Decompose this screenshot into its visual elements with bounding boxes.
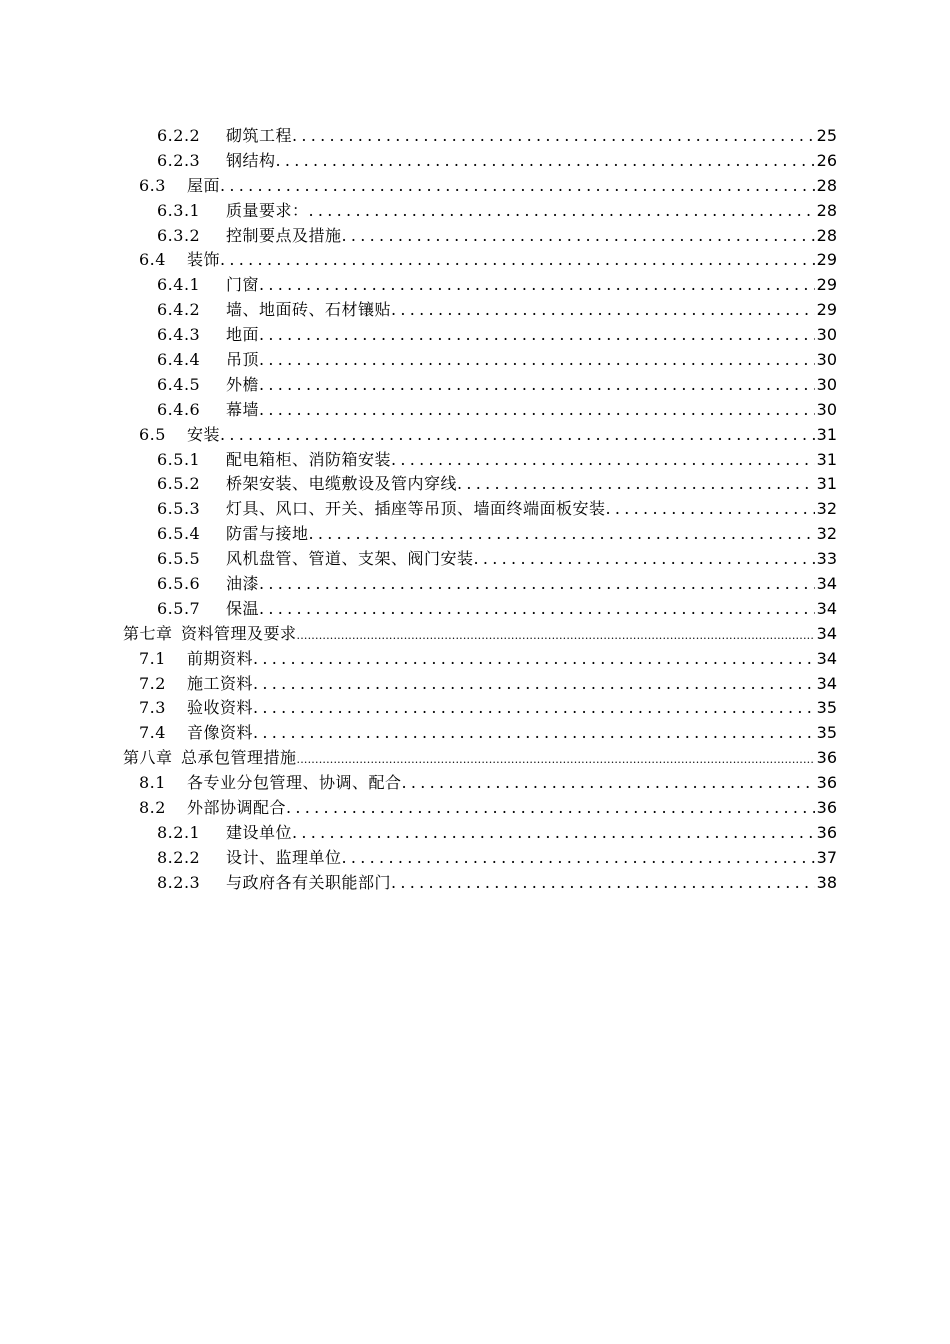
toc-entry[interactable] (157, 323, 837, 348)
toc-page-number: 31 (816, 449, 837, 469)
toc-page-number: 34 (816, 598, 837, 618)
dot-leader (259, 572, 815, 597)
toc-number: 6.5.4 (157, 524, 201, 544)
toc-title: 灯具、风口、开关、插座等吊顶、墙面终端面板安装 (226, 499, 606, 519)
toc-page-number: 34 (816, 648, 837, 668)
toc-title: 油漆 (226, 574, 260, 594)
toc-row (0, 472, 950, 497)
toc-entry[interactable] (139, 672, 837, 697)
toc-number: 6.3 (139, 175, 166, 195)
dot-leader (292, 821, 815, 846)
toc-number: 6.3.2 (157, 225, 201, 245)
dot-leader (342, 846, 815, 871)
toc-page-number: 28 (816, 175, 837, 195)
toc-entry[interactable] (139, 647, 837, 672)
toc-title: 音像资料 (187, 723, 254, 743)
toc-entry[interactable] (157, 149, 837, 174)
toc-entry[interactable] (139, 174, 837, 199)
toc-title: 建设单位 (226, 822, 293, 842)
toc-row (0, 124, 950, 149)
toc-entry[interactable] (157, 199, 837, 224)
toc-row (0, 398, 950, 423)
dot-leader (259, 323, 815, 348)
toc-entry[interactable] (157, 472, 837, 497)
toc-entry[interactable] (157, 871, 837, 896)
dot-leader (253, 647, 815, 672)
toc-number: 8.1 (139, 773, 166, 793)
toc-row (0, 522, 950, 547)
dot-leader (259, 398, 815, 423)
toc-row (0, 348, 950, 373)
toc-page-number: 36 (816, 748, 837, 768)
dot-leader (253, 721, 815, 746)
toc-entry[interactable] (123, 746, 837, 773)
toc-title: 保温 (226, 598, 260, 618)
toc-entry[interactable] (157, 821, 837, 846)
toc-title: 总承包管理措施 (181, 748, 297, 768)
toc-row (0, 199, 950, 224)
toc-number: 8.2.3 (157, 872, 201, 892)
toc-row (0, 423, 950, 448)
toc-page-number: 36 (816, 798, 837, 818)
toc-title: 砌筑工程 (226, 126, 293, 145)
toc-title: 施工资料 (187, 673, 254, 693)
toc-entry[interactable] (157, 348, 837, 373)
toc-number: 6.2.2 (157, 126, 201, 145)
toc-number: 6.4 (139, 250, 166, 270)
dot-leader (391, 448, 815, 473)
toc-title: 前期资料 (187, 648, 254, 668)
dot-leader (391, 298, 815, 323)
dot-leader (276, 149, 815, 174)
toc-entry[interactable] (139, 796, 837, 821)
toc-row (0, 149, 950, 174)
dot-leader (286, 796, 815, 821)
toc-row (0, 672, 950, 697)
toc-number: 8.2.2 (157, 847, 201, 867)
toc-entry[interactable] (157, 224, 837, 249)
toc-page-number: 34 (816, 574, 837, 594)
toc-entry[interactable] (139, 721, 837, 746)
toc-page-number: 36 (816, 822, 837, 842)
toc-title: 幕墙 (226, 399, 260, 419)
toc-title: 吊顶 (226, 350, 260, 370)
toc-entry[interactable] (157, 373, 837, 398)
toc-title: 门窗 (226, 275, 260, 295)
toc-entry[interactable] (157, 547, 837, 572)
toc-row (0, 796, 950, 821)
toc-row (0, 821, 950, 846)
toc-page-number: 29 (816, 300, 837, 320)
dot-leader (457, 472, 815, 497)
toc-number: 第七章 (123, 623, 173, 643)
toc-page-number: 30 (816, 399, 837, 419)
dot-leader (474, 547, 815, 572)
toc-row (0, 497, 950, 522)
toc-page-number: 32 (816, 524, 837, 544)
toc-number: 7.1 (139, 648, 166, 668)
dot-leader (309, 199, 815, 224)
toc-page-number: 30 (816, 374, 837, 394)
toc-row (0, 771, 950, 796)
toc-number: 6.5.6 (157, 574, 201, 594)
toc-number: 6.4.1 (157, 275, 201, 295)
dot-leader (402, 771, 815, 796)
toc-row (0, 647, 950, 672)
toc-entry[interactable] (157, 124, 837, 149)
toc-number: 第八章 (123, 748, 173, 768)
toc-page-number: 32 (816, 499, 837, 519)
dot-leader (259, 373, 815, 398)
toc-row (0, 224, 950, 249)
toc-row (0, 572, 950, 597)
toc-entry[interactable] (157, 298, 837, 323)
dot-leader (259, 348, 815, 373)
dot-leader (297, 624, 815, 649)
toc-title: 资料管理及要求 (181, 623, 297, 643)
toc-number: 8.2.1 (157, 822, 201, 842)
toc-title: 各专业分包管理、协调、配合 (187, 773, 402, 793)
toc-entry[interactable] (157, 497, 837, 522)
toc-number: 8.2 (139, 798, 166, 818)
toc-row (0, 746, 950, 771)
toc-number: 6.3.1 (157, 200, 201, 220)
toc-title: 装饰 (187, 250, 221, 270)
toc-number: 7.4 (139, 723, 166, 743)
toc-number: 6.4.3 (157, 325, 201, 345)
toc-entry[interactable] (157, 597, 837, 622)
toc-title: 配电箱柜、消防箱安装 (226, 449, 392, 469)
toc-entry[interactable] (139, 248, 837, 273)
toc-row (0, 273, 950, 298)
toc-row (0, 696, 950, 721)
toc-page-number: 29 (816, 275, 837, 295)
toc-row (0, 622, 950, 647)
toc-row (0, 174, 950, 199)
toc-title: 风机盘管、管道、支架、阀门安装 (226, 549, 474, 569)
toc-page-number: 37 (816, 847, 837, 867)
toc-entry[interactable] (139, 696, 837, 721)
table-of-contents (0, 124, 950, 896)
toc-page-number: 33 (816, 549, 837, 569)
toc-title: 验收资料 (187, 698, 254, 718)
toc-entry[interactable] (139, 423, 837, 448)
toc-entry[interactable] (157, 846, 837, 871)
toc-page-number: 25 (816, 126, 837, 145)
toc-number: 6.5.3 (157, 499, 201, 519)
toc-page-number: 31 (816, 474, 837, 494)
toc-title: 控制要点及措施 (226, 225, 342, 245)
toc-page-number: 30 (816, 325, 837, 345)
dot-leader (391, 871, 815, 896)
toc-title: 质量要求： (226, 200, 309, 220)
toc-page-number: 38 (816, 872, 837, 892)
toc-number: 6.5.1 (157, 449, 201, 469)
toc-number: 6.4.5 (157, 374, 201, 394)
toc-number: 7.3 (139, 698, 166, 718)
dot-leader (606, 497, 815, 522)
toc-title: 钢结构 (226, 150, 276, 170)
toc-title: 外檐 (226, 374, 260, 394)
dot-leader (297, 748, 815, 773)
toc-number: 6.4.4 (157, 350, 201, 370)
toc-row (0, 846, 950, 871)
dot-leader (342, 224, 815, 249)
toc-title: 防雷与接地 (226, 524, 309, 544)
toc-entry[interactable] (123, 622, 837, 649)
toc-title: 桥架安装、电缆敷设及管内穿线 (226, 474, 458, 494)
dot-leader (253, 696, 815, 721)
dot-leader (220, 423, 815, 448)
dot-leader (259, 597, 815, 622)
toc-number: 7.2 (139, 673, 166, 693)
toc-page-number: 28 (816, 225, 837, 245)
dot-leader (292, 124, 815, 149)
toc-title: 地面 (226, 325, 260, 345)
dot-leader (220, 248, 815, 273)
toc-title: 屋面 (187, 175, 221, 195)
dot-leader (259, 273, 815, 298)
toc-page-number: 36 (816, 773, 837, 793)
toc-row (0, 547, 950, 572)
toc-row (0, 248, 950, 273)
toc-title: 外部协调配合 (187, 798, 287, 818)
toc-page-number: 34 (816, 673, 837, 693)
toc-title: 与政府各有关职能部门 (226, 872, 392, 892)
dot-leader (309, 522, 815, 547)
toc-row (0, 298, 950, 323)
toc-title: 墙、地面砖、石材镶贴 (226, 300, 392, 320)
toc-page-number: 29 (816, 250, 837, 270)
dot-leader (253, 672, 815, 697)
toc-title: 安装 (187, 424, 221, 444)
toc-page-number: 28 (816, 200, 837, 220)
toc-row (0, 448, 950, 473)
toc-row (0, 373, 950, 398)
toc-row (0, 871, 950, 896)
toc-entry[interactable] (157, 522, 837, 547)
toc-page-number: 31 (816, 424, 837, 444)
toc-row (0, 323, 950, 348)
toc-page-number: 30 (816, 350, 837, 370)
dot-leader (220, 174, 815, 199)
toc-entry[interactable] (157, 398, 837, 423)
toc-page-number: 26 (816, 150, 837, 170)
toc-entry[interactable] (157, 448, 837, 473)
toc-page-number: 34 (816, 623, 837, 643)
toc-number: 6.4.6 (157, 399, 201, 419)
toc-number: 6.5.5 (157, 549, 201, 569)
toc-entry[interactable] (139, 771, 837, 796)
toc-number: 6.5 (139, 424, 166, 444)
toc-entry[interactable] (157, 273, 837, 298)
toc-row (0, 597, 950, 622)
toc-number: 6.2.3 (157, 150, 201, 170)
toc-title: 设计、监理单位 (226, 847, 342, 867)
toc-row (0, 721, 950, 746)
toc-page-number: 35 (816, 698, 837, 718)
toc-number: 6.4.2 (157, 300, 201, 320)
toc-page-number: 35 (816, 723, 837, 743)
toc-number: 6.5.7 (157, 598, 201, 618)
toc-number: 6.5.2 (157, 474, 201, 494)
toc-entry[interactable] (157, 572, 837, 597)
